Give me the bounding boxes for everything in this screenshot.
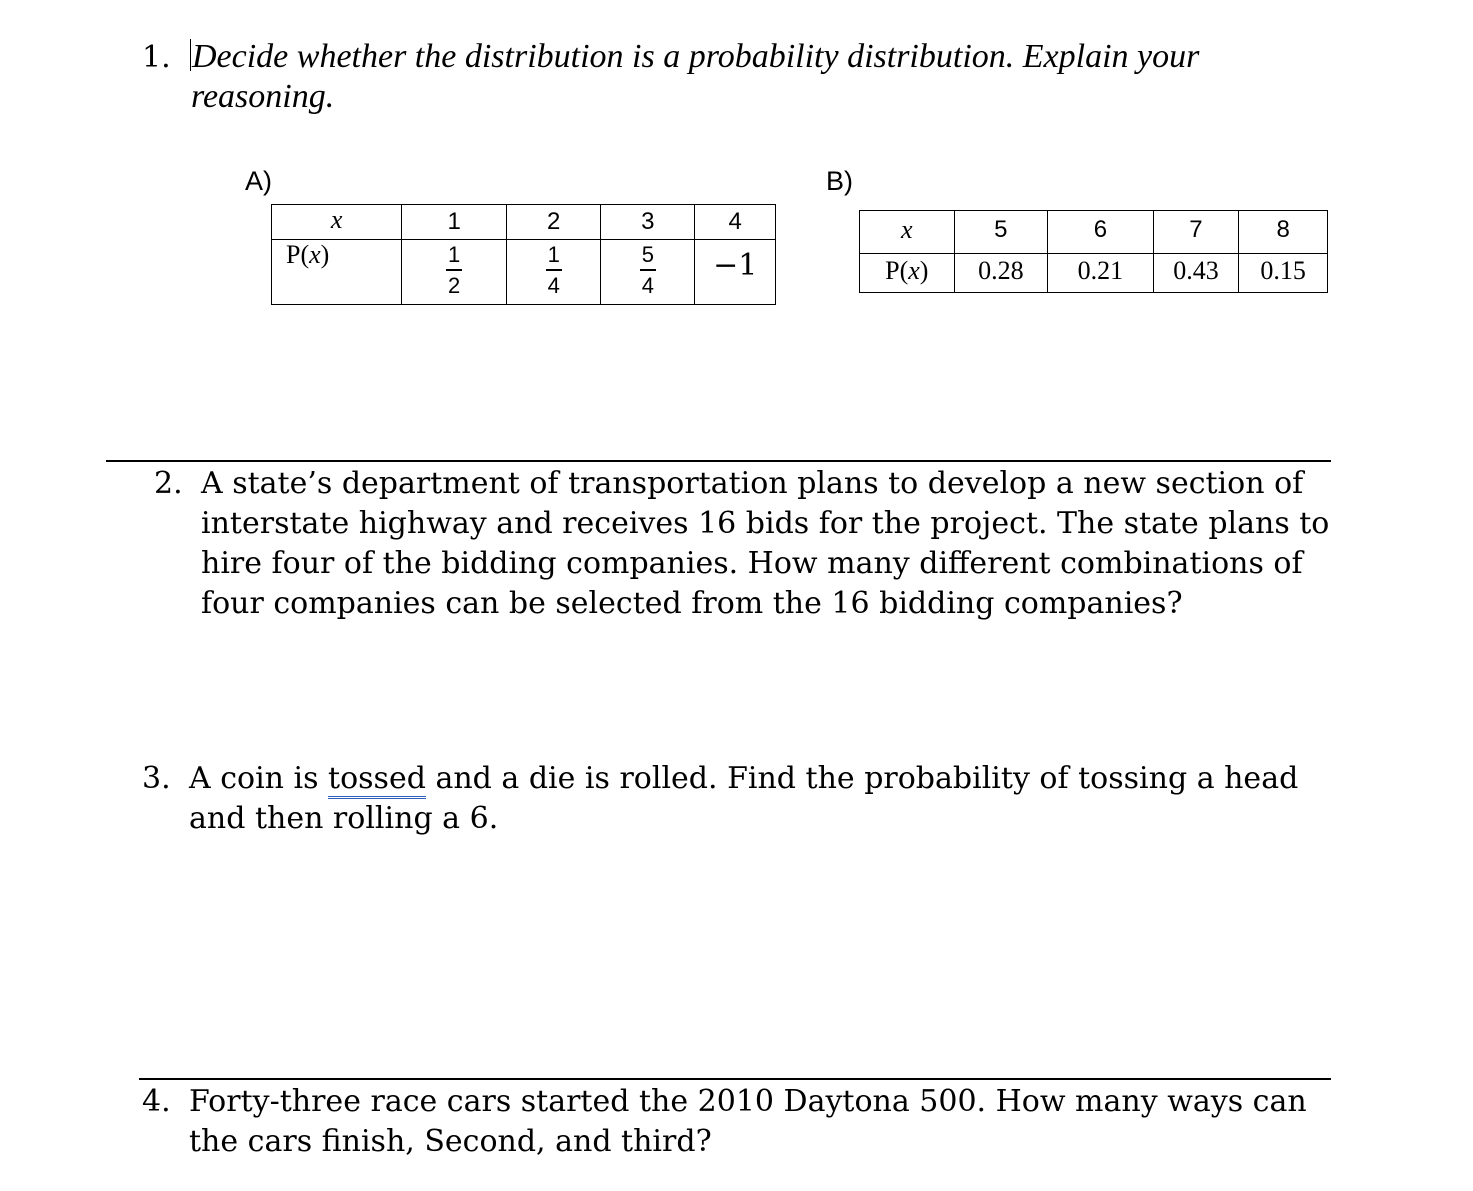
distribution-table-b — [859, 210, 1328, 293]
question-1-text-line2: reasoning. — [191, 78, 335, 115]
question-1-number: 1. — [142, 40, 171, 75]
p-value-cell: 0.28 — [954, 254, 1048, 293]
x-value-cell: 5 — [954, 211, 1048, 254]
question-4-line: Forty-three race cars started the 2010 Daytona 500. How many ways can — [189, 1084, 1307, 1119]
p-value-cell: −1 — [695, 240, 776, 305]
x-value-cell: 6 — [1048, 211, 1154, 254]
question-4 — [142, 1082, 1332, 1162]
section-divider — [106, 460, 1331, 462]
question-2-line: A state’s department of transportation plans to develop a new section of — [201, 466, 1304, 501]
x-value-cell: 2 — [507, 205, 601, 240]
x-value-cell: 1 — [402, 205, 507, 240]
spellcheck-underlined-word[interactable]: tossed — [328, 761, 426, 799]
p-value-cell — [601, 240, 695, 305]
text-cursor — [190, 39, 191, 71]
question-3-line2: and then rolling a 6. — [189, 801, 499, 836]
section-divider — [139, 1078, 1331, 1080]
question-2-number: 2. — [154, 466, 183, 501]
question-3 — [142, 759, 1332, 839]
question-3-number: 3. — [142, 761, 171, 796]
fraction: $\frac{1}{4}$ — [547, 242, 560, 298]
question-2-line: hire four of the bidding companies. How many different combinations of — [201, 546, 1303, 581]
question-4-line: the cars finish, Second, and third? — [189, 1124, 712, 1159]
p-value-cell — [507, 240, 601, 305]
x-header-cell: x — [860, 211, 955, 254]
part-a-label: A) — [245, 166, 272, 196]
p-value-cell: 0.43 — [1153, 254, 1239, 293]
x-value-cell: 8 — [1239, 211, 1328, 254]
question-1 — [142, 38, 1342, 118]
p-header-cell: P(x) — [860, 254, 955, 293]
question-2 — [154, 464, 1344, 624]
table-row — [272, 240, 776, 305]
table-row — [860, 254, 1328, 293]
fraction: $\frac{5}{4}$ — [641, 242, 654, 298]
p-value-cell: 0.21 — [1048, 254, 1154, 293]
x-header-cell: x — [272, 205, 402, 240]
distribution-table-a — [271, 204, 776, 305]
question-4-number: 4. — [142, 1084, 171, 1119]
question-1-text-line1: Decide whether the distribution is a probability distribution. Explain your — [192, 38, 1200, 75]
fraction: $\frac{1}{2}$ — [448, 242, 461, 298]
question-2-line: four companies can be selected from the 16 bidding companies? — [201, 586, 1183, 621]
question-3-line1: A coin is tossed and a die is rolled. Find the probability of tossing a head — [189, 759, 1298, 799]
p-header-cell: P(x) — [272, 240, 402, 305]
part-b-label: B) — [826, 166, 853, 196]
table-row — [860, 211, 1328, 254]
x-value-cell: 3 — [601, 205, 695, 240]
table-row — [272, 205, 776, 240]
x-value-cell: 7 — [1153, 211, 1239, 254]
question-2-line: interstate highway and receives 16 bids for the project. The state plans to — [201, 506, 1330, 541]
p-value-cell — [402, 240, 507, 305]
p-value-cell: 0.15 — [1239, 254, 1328, 293]
x-value-cell: 4 — [695, 205, 776, 240]
